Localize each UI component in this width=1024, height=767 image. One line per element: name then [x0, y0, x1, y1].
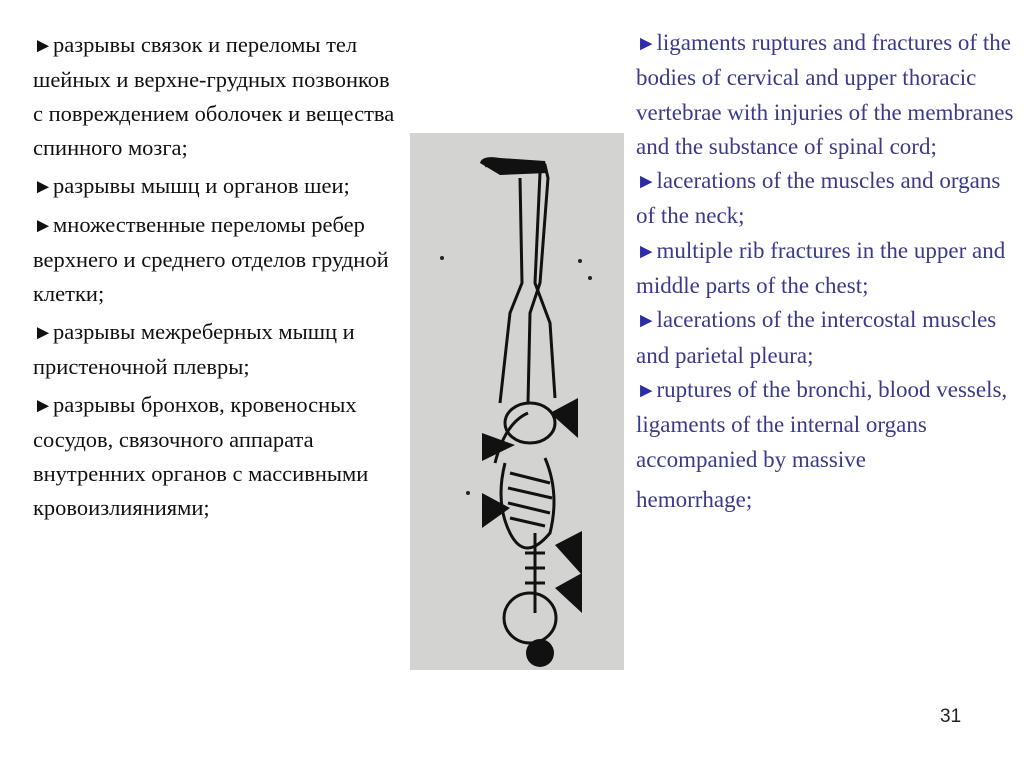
force-arrows — [482, 398, 582, 613]
bullet-icon: ► — [33, 322, 54, 344]
ru-item-2 — [33, 169, 403, 204]
page-number: 31 — [940, 706, 962, 727]
bullet-icon: ► — [33, 395, 54, 417]
bullet-icon: ► — [33, 35, 54, 57]
en-item-1 — [636, 26, 1016, 164]
en-item-text: multiple rib fractures in the upper and middle parts of the chest; — [636, 237, 1006, 299]
ru-item-text: разрывы бронхов, кровеносных сосудов, связочного аппарата внутренних органов с массивными кровоизлияниями; — [33, 392, 369, 520]
bullet-icon: ► — [636, 379, 657, 402]
en-item-4 — [636, 303, 1016, 373]
en-item-text: lacerations of the muscles and organs of the neck; — [636, 168, 1001, 229]
en-item-text: ligaments ruptures and fractures of the bodies of cervical and upper thoracic vertebrae with injuries of the membranes and the substance of spinal cord; — [636, 30, 1014, 159]
ru-item-3 — [33, 208, 403, 311]
ru-item-text: множественные переломы ребер верхнего и среднего отделов грудной клетки; — [33, 212, 389, 306]
en-item-3 — [636, 234, 1016, 304]
ru-item-text: разрывы мышц и органов шеи; — [53, 173, 350, 198]
russian-text-column — [33, 28, 403, 529]
ru-item-1 — [33, 28, 403, 165]
bullet-icon: ► — [33, 176, 54, 198]
en-item-5-last-line: hemorrhage; — [636, 486, 753, 512]
bullet-icon: ► — [636, 310, 657, 333]
en-item-5 — [636, 373, 1016, 477]
ru-item-4 — [33, 315, 403, 384]
bullet-icon: ► — [636, 33, 657, 55]
bullet-icon: ► — [33, 215, 54, 237]
inverted-skeleton-illustration — [410, 133, 624, 670]
english-text-column — [636, 26, 1016, 517]
bullet-icon: ► — [636, 240, 657, 263]
ru-item-5 — [33, 388, 403, 525]
en-item-2 — [636, 164, 1016, 234]
ru-item-text: разрывы межреберных мышц и пристеночной плевры; — [33, 319, 355, 379]
bullet-icon: ► — [636, 171, 657, 194]
en-item-text: ruptures of the bronchi, blood vessels, ligaments of the internal organs accompanied by massive — [636, 376, 1008, 472]
ru-item-text: разрывы связок и переломы тел шейных и верхне-грудных позвонков с повреждением оболочек и вещества спинного мозга; — [33, 32, 395, 160]
skeleton-drawing — [410, 133, 624, 670]
en-item-text: lacerations of the intercostal muscles and parietal pleura; — [636, 307, 997, 368]
